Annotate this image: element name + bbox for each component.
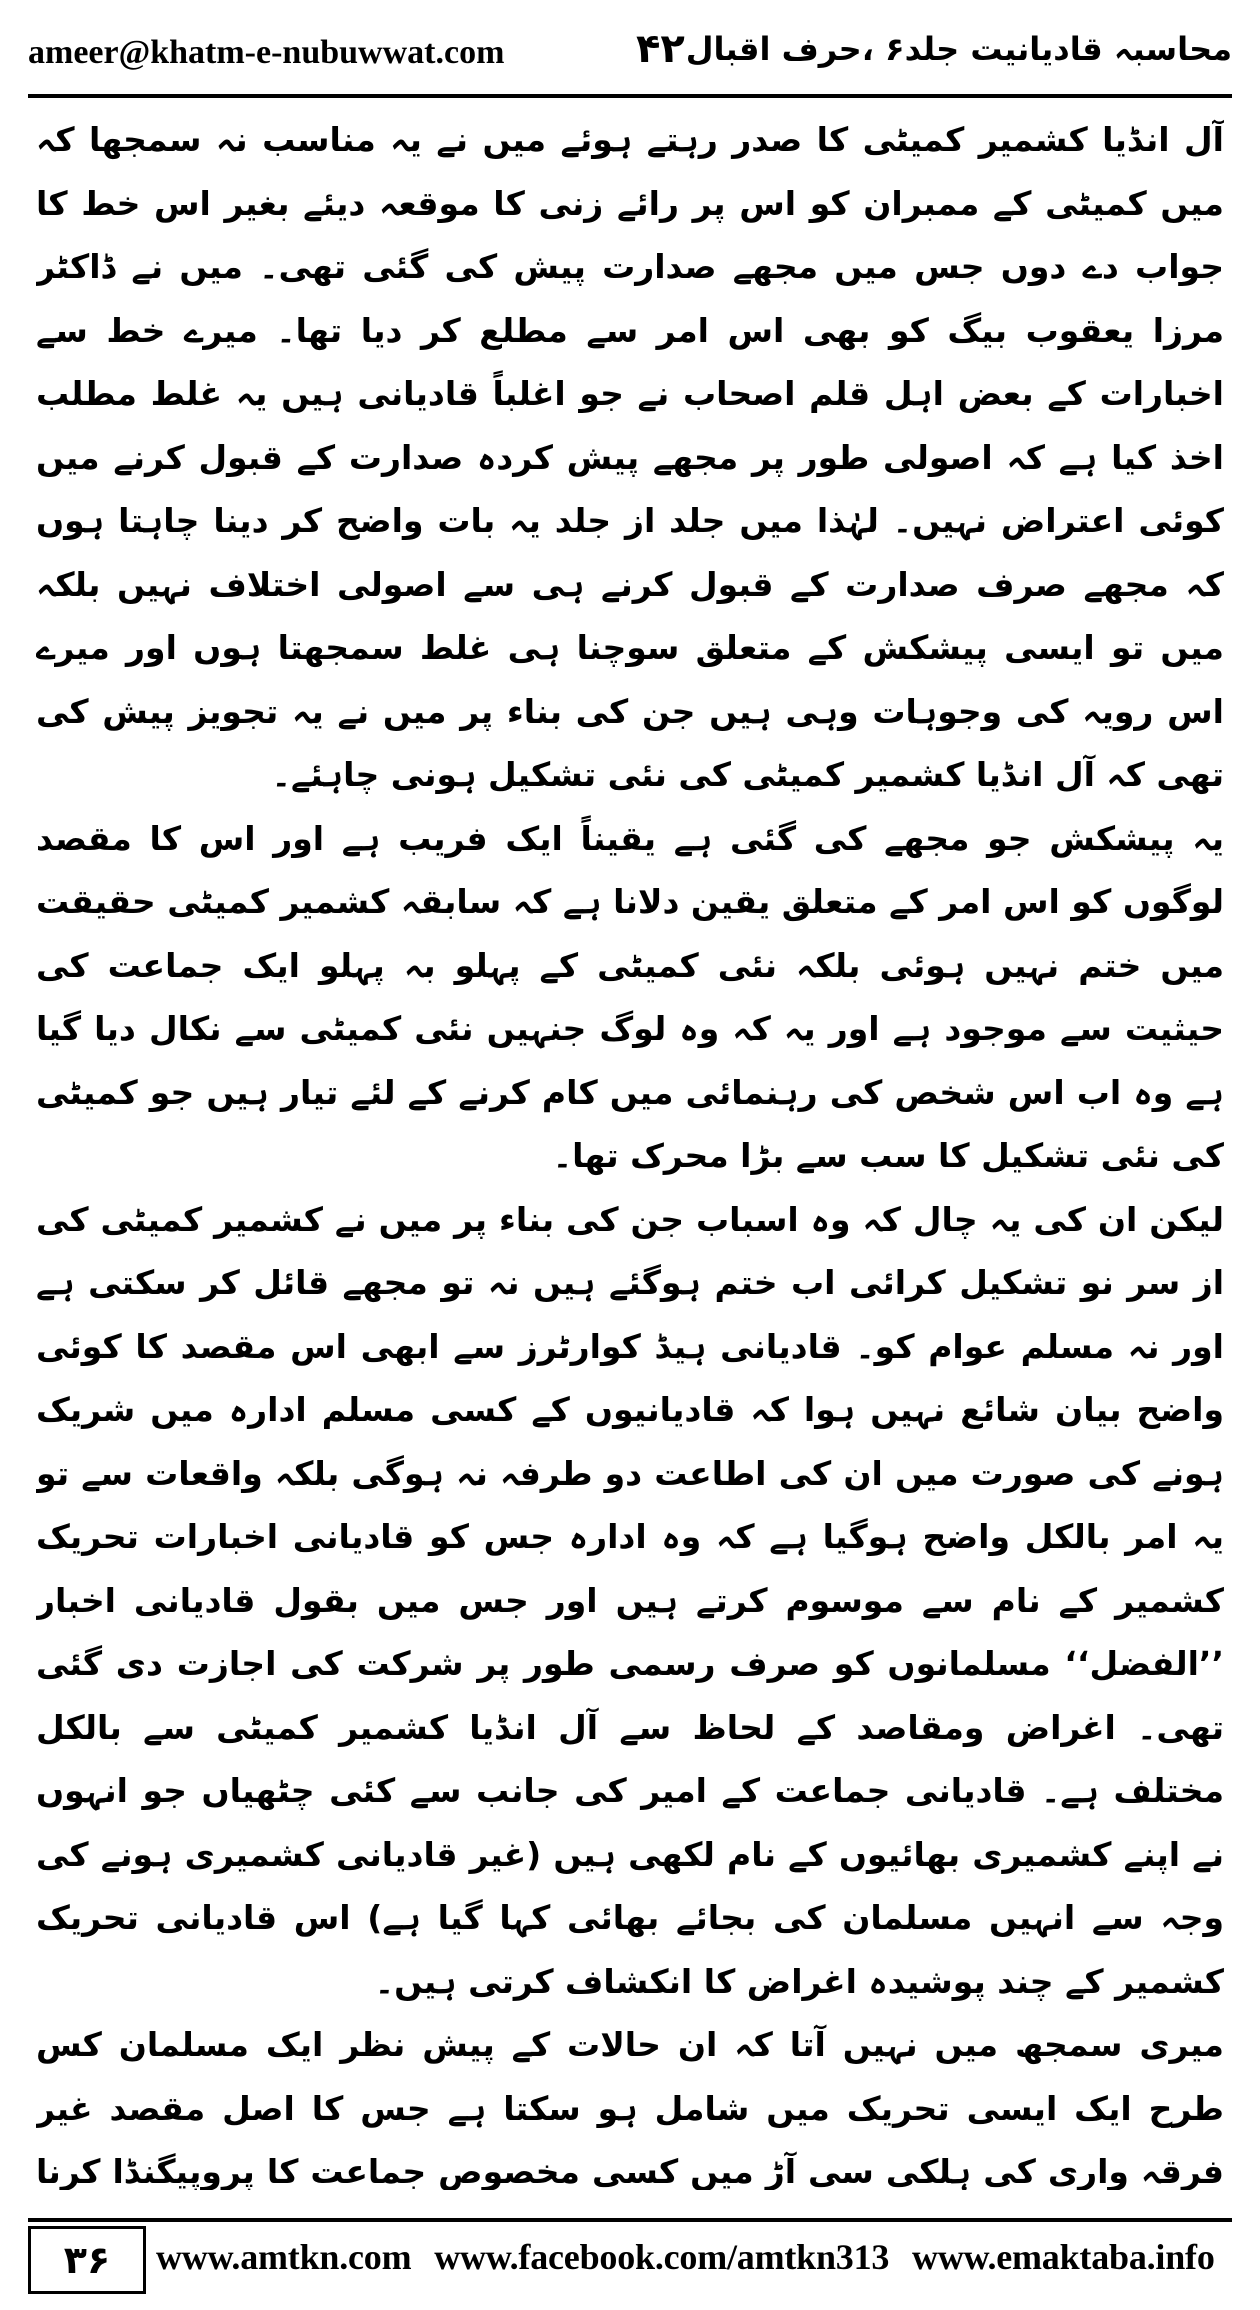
- paragraph: یہ پیشکش جو مجھے کی گئی ہے یقیناً ایک فریب ہے اور اس کا مقصد لوگوں کو اس امر کے متعلق یقین دلانا ہے کہ سابقہ کشمیر کمیٹی حقیقت میں ختم نہیں ہوئی بلکہ نئی کمیٹی کے پہلو بہ پہلو ایک جماعت کی حیثیت سے موجود ہے اور یہ کہ وہ لوگ جنہیں نئی کمیٹی سے نکال دیا گیا ہے وہ اب اس شخص کی رہنمائی میں کام کرنے کے لئے تیار ہیں جو کمیٹی کی نئی تشکیل کا سب سے بڑا محرک تھا۔: [36, 818, 1224, 1175]
- footer-link-amtkn[interactable]: www.amtkn.com: [156, 2237, 412, 2277]
- body-text: [36, 108, 1224, 2190]
- footer-link-emaktaba[interactable]: www.emaktaba.info: [912, 2237, 1215, 2277]
- paragraph: لیکن ان کی یہ چال کہ وہ اسباب جن کی بناء پر میں نے کشمیر کمیٹی کی از سر نو تشکیل کرائی اب ختم ہوگئے ہیں نہ تو مجھے قائل کر سکتی ہے اور نہ مسلم عوام کو۔ قادیانی ہیڈ کوارٹرز سے ابھی اس مقصد کا کوئی واضح بیان شائع نہیں ہوا کہ قادیانیوں کے کسی مسلم ادارہ میں شریک ہونے کی صورت میں ان کی اطاعت دو طرفہ نہ ہوگی بلکہ واقعات سے تو یہ امر بالکل واضح ہوگیا ہے کہ وہ ادارہ جس کو قادیانی اخبارات تحریک کشمیر کے نام سے موسوم کرتے ہیں اور جس میں بقول قادیانی اخبار ’’الفضل‘‘ مسلمانوں کو صرف رسمی طور پر شرکت کی اجازت دی گئی تھی۔ اغراض ومقاصد کے لحاظ سے آل انڈیا کشمیر کمیٹی سے بالکل مختلف ہے۔ قادیانی جماعت کے امیر کی جانب سے کئی چٹھیاں جو انہوں نے اپنے کشمیری بھائیوں کے نام لکھی ہیں (غیر قادیانی کشمیری ہونے کی وجہ سے انہیں مسلمان کی بجائے بھائی کہا گیا ہے) اس قادیانی تحریک کشمیر کے چند پوشیدہ اغراض کا انکشاف کرتی ہیں۔: [36, 1199, 1224, 2001]
- footer-divider: [28, 2218, 1232, 2222]
- page-footer: [28, 2218, 1232, 2298]
- paragraph: میری سمجھ میں نہیں آتا کہ ان حالات کے پیش نظر ایک مسلمان کس طرح ایک ایسی تحریک میں شامل ہو سکتا ہے جس کا اصل مقصد غیر فرقہ واری کی ہلکی سی آڑ میں کسی مخصوص جماعت کا پروپیگنڈا کرنا: [36, 2025, 1224, 2190]
- header-divider: [28, 94, 1232, 98]
- page-header: [28, 18, 1232, 90]
- footer-link-facebook[interactable]: www.facebook.com/amtkn313: [434, 2237, 890, 2277]
- paragraph: آل انڈیا کشمیر کمیٹی کا صدر رہتے ہوئے میں نے یہ مناسب نہ سمجھا کہ میں کمیٹی کے ممبران کو اس پر رائے زنی کا موقعہ دیئے بغیر اس خط کا جواب دے دوں جس میں مجھے صدارت پیش کی گئی تھی۔ میں نے ڈاکٹر مرزا یعقوب بیگ کو بھی اس امر سے مطلع کر دیا تھا۔ میرے خط سے اخبارات کے بعض اہل قلم اصحاب نے جو اغلباً قادیانی ہیں یہ غلط مطلب اخذ کیا ہے کہ اصولی طور پر مجھے پیش کردہ صدارت کے قبول کرنے میں کوئی اعتراض نہیں۔ لہٰذا میں جلد از جلد یہ بات واضح کر دینا چاہتا ہوں کہ مجھے صرف صدارت کے قبول کرنے ہی سے اصولی اختلاف نہیں بلکہ میں تو ایسی پیشکش کے متعلق سوچنا ہی غلط سمجھتا ہوں اور میرے اس رویہ کی وجوہات وہی ہیں جن کی بناء پر میں نے یہ تجویز پیش کی تھی کہ آل انڈیا کشمیر کمیٹی کی نئی تشکیل ہونی چاہئے۔: [36, 120, 1224, 794]
- header-page-number: ۴۲: [636, 26, 685, 72]
- footer-links: [156, 2236, 1215, 2278]
- header-email[interactable]: ameer@khatm-e-nubuwwat.com: [28, 34, 505, 71]
- footer-page-number: ۳۶: [28, 2226, 146, 2294]
- header-book-title: محاسبہ قادیانیت جلد۶ ،حرف اقبال: [685, 30, 1232, 68]
